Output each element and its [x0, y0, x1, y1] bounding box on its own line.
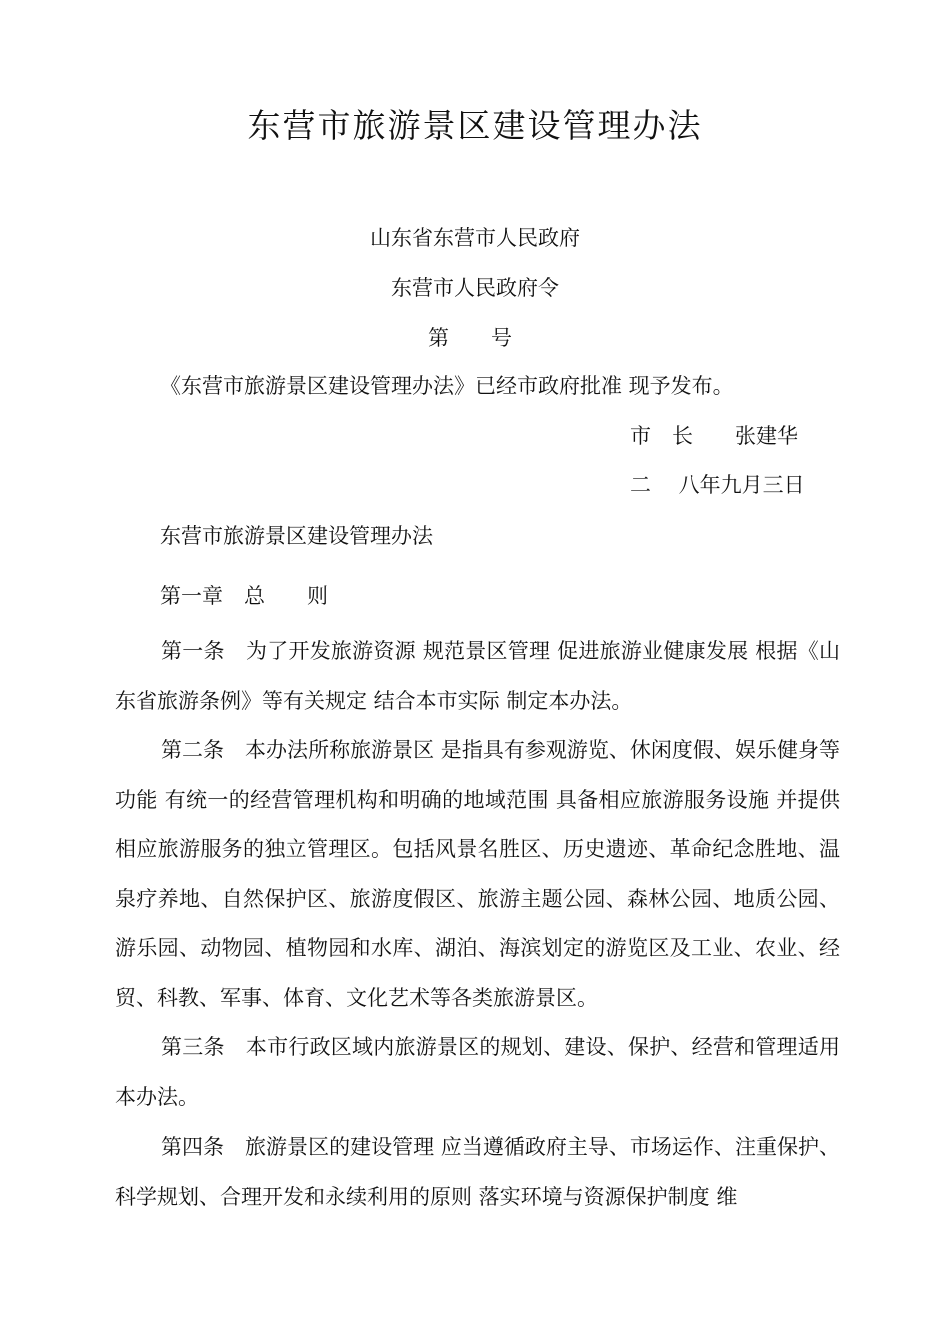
article-1: 第一条 为了开发旅游资源 规范景区管理 促进旅游业健康发展 根据《山东省旅游条例》等有关规定 结合本市实际 制定本办法。 [115, 639, 840, 713]
mayor-signature: 市 长 张建华 [630, 424, 798, 448]
document-title: 东营市旅游景区建设管理办法 [247, 106, 703, 145]
article-4: 第四条 旅游景区的建设管理 应当遵循政府主导、市场运作、注重保护、科学规划、合理开发和永续利用的原则 落实环境与资源保护制度 维 [115, 1135, 840, 1209]
article-3: 第三条 本市行政区域内旅游景区的规划、建设、保护、经营和管理适用本办法。 [115, 1035, 840, 1109]
order-number: 第 号 [428, 326, 512, 350]
chapter-heading: 第一章 总 则 [160, 584, 328, 608]
announcement: 《东营市旅游景区建设管理办法》已经市政府批准 现予发布。 [160, 374, 734, 398]
issuer: 山东省东营市人民政府 [370, 226, 580, 250]
order-name: 东营市人民政府令 [391, 276, 559, 300]
issue-date: 二 八年九月三日 [630, 473, 805, 497]
article-2: 第二条 本办法所称旅游景区 是指具有参观游览、休闲度假、娱乐健身等功能 有统一的经营管理机构和明确的地域范围 具备相应旅游服务设施 并提供相应旅游服务的独立管理区。包括风景名胜区、历史遗迹、革命纪念胜地、温泉疗养地、自然保护区、旅游度假区、旅游主题公园、森林公园、地质公园、游乐园、动物园、植物园和水库、湖泊、海滨划定的游览区及工业、农业、经贸、科教、军事、体育、文化艺术等各类旅游景区。 [115, 738, 840, 1010]
body-title: 东营市旅游景区建设管理办法 [160, 524, 433, 548]
